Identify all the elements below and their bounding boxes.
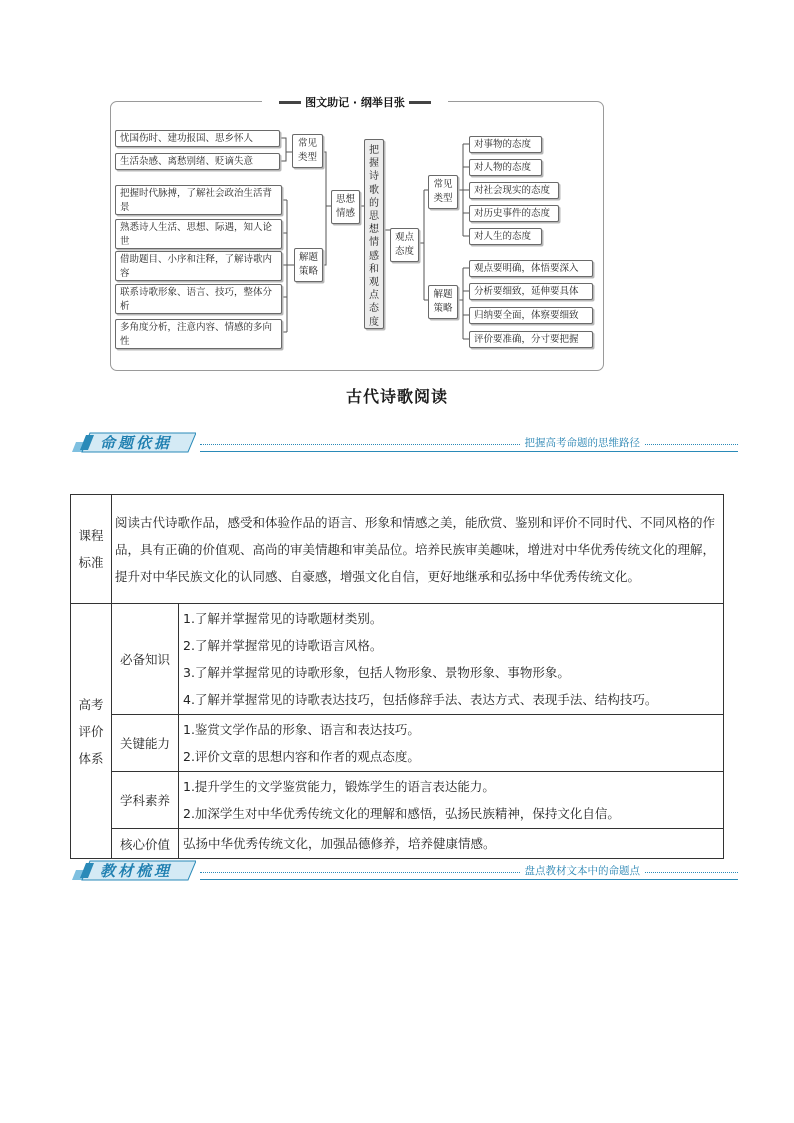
list-item: 4.了解并掌握常见的诗歌表达技巧，包括修辞手法、表达方式、表现手法、结构技巧。 xyxy=(183,692,658,707)
mindmap-item: 对人生的态度 xyxy=(469,228,542,245)
mindmap-branch-label: 观点态度 xyxy=(390,228,419,262)
list-item: 2.评价文章的思想内容和作者的观点态度。 xyxy=(183,749,420,764)
subrow-header: 学科素养 xyxy=(112,772,179,829)
section-banner-1 xyxy=(72,431,738,457)
list-item: 2.了解并掌握常见的诗歌语言风格。 xyxy=(183,638,383,653)
list-item: 3.了解并掌握常见的诗歌形象，包括人物形象、景物形象、事物形象。 xyxy=(183,665,570,680)
title-bar-right xyxy=(409,101,431,104)
section-subtitle: 把握高考命题的思维路径 xyxy=(521,435,645,450)
section-rule xyxy=(200,879,738,880)
mindmap-item: 联系诗歌形象、语言、技巧，整体分析 xyxy=(115,284,282,314)
title-bar-left xyxy=(279,101,301,104)
mindmap-item: 对历史事件的态度 xyxy=(469,205,559,222)
mindmap-group-label: 解题策略 xyxy=(428,285,458,319)
mindmap-item: 把握时代脉搏，了解社会政治生活背景 xyxy=(115,185,282,215)
mindmap-branch-label: 思想情感 xyxy=(331,190,360,224)
subrow-content xyxy=(179,772,724,829)
mindmap-item: 熟悉诗人生活、思想、际遇，知人论世 xyxy=(115,219,282,249)
section-subtitle: 盘点教材文本中的命题点 xyxy=(521,863,645,878)
dotted-rule xyxy=(200,444,738,445)
list-item: 弘扬中华优秀传统文化，加强品德修养，培养健康情感。 xyxy=(183,836,496,851)
dotted-rule xyxy=(200,872,738,873)
table-row xyxy=(71,495,724,604)
mindmap-item: 评价要准确，分寸要把握 xyxy=(469,331,593,348)
row-header-curriculum: 课程标准 xyxy=(71,495,112,604)
mindmap-item: 对事物的态度 xyxy=(469,136,542,153)
mindmap-title-badge xyxy=(262,94,448,110)
mindmap-item: 多角度分析，注意内容、情感的多向性 xyxy=(115,319,282,349)
mindmap-item: 生活杂感、离愁别绪、贬谪失意 xyxy=(115,153,280,170)
list-item: 1.提升学生的文学鉴赏能力，锻炼学生的语言表达能力。 xyxy=(183,779,495,794)
mindmap-item: 观点要明确，体悟要深入 xyxy=(469,260,593,277)
list-item: 1.了解并掌握常见的诗歌题材类别。 xyxy=(183,611,383,626)
mindmap-item: 分析要细致，延伸要具体 xyxy=(469,283,593,300)
subrow-header: 关键能力 xyxy=(112,715,179,772)
document-title: 古代诗歌阅读 xyxy=(345,387,448,406)
section-banner-2 xyxy=(72,859,738,885)
subrow-content xyxy=(179,829,724,859)
section-label: 教材梳理 xyxy=(100,862,173,880)
subrow-header: 核心价值 xyxy=(112,829,179,859)
section-label: 命题依据 xyxy=(100,434,173,452)
curriculum-text: 阅读古代诗歌作品，感受和体验作品的语言、形象和情感之美，能欣赏、鉴别和评价不同时代、不同风格的作品，具有正确的价值观、高尚的审美情趣和审美品位。培养民族审美趣味，增进对中华优秀传统文化的理解，提升对中华民族文化的认同感、自豪感，增强文化自信，更好地继承和弘扬中华优秀传统文化。 xyxy=(112,495,724,604)
list-item: 1.鉴赏文学作品的形象、语言和表达技巧。 xyxy=(183,722,420,737)
row-header-evaluation: 高考评价体系 xyxy=(71,604,112,859)
subrow-content xyxy=(179,604,724,715)
subrow-header: 必备知识 xyxy=(112,604,179,715)
subrow-content xyxy=(179,715,724,772)
table-row xyxy=(71,604,724,715)
mindmap-item: 忧国伤时、建功报国、思乡怀人 xyxy=(115,130,280,147)
mindmap-item: 归纳要全面，体察要细致 xyxy=(469,307,593,324)
mindmap-item: 对社会现实的态度 xyxy=(469,182,559,199)
mindmap-group-label: 常见类型 xyxy=(292,134,323,168)
mindmap-group-label: 解题策略 xyxy=(294,248,323,282)
table-row xyxy=(71,829,724,859)
mindmap-item: 对人物的态度 xyxy=(469,159,542,176)
list-item: 2.加深学生对中华优秀传统文化的理解和感悟，弘扬民族精神，保持文化自信。 xyxy=(183,806,620,821)
section-rule xyxy=(200,451,738,452)
table-row xyxy=(71,715,724,772)
mindmap-title: 图文助记 · 纲举目张 xyxy=(305,96,405,109)
table-row xyxy=(71,772,724,829)
mindmap-item: 借助题目、小序和注释，了解诗歌内容 xyxy=(115,251,282,281)
standards-table xyxy=(70,494,724,859)
mindmap-group-label: 常见类型 xyxy=(428,175,458,209)
mindmap-root: 把握诗歌的思想情感和观点态度 xyxy=(364,139,384,329)
